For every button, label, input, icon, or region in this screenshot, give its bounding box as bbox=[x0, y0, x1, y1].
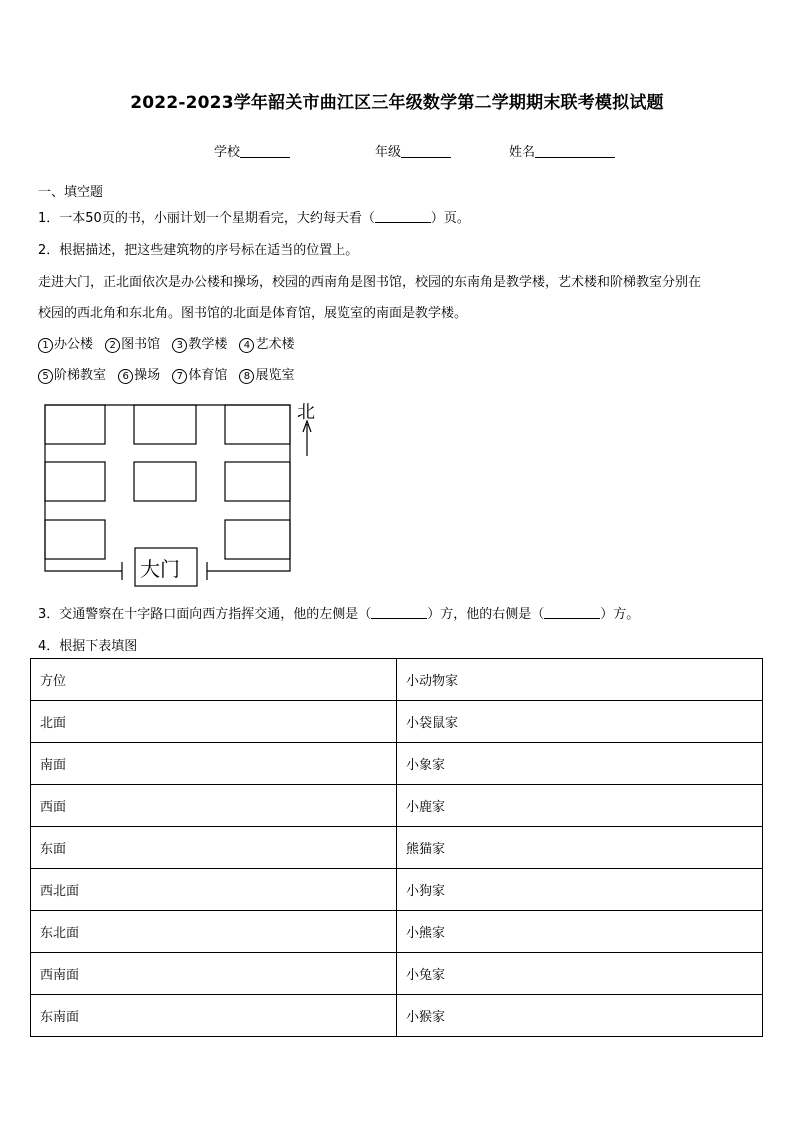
q2-prompt: 2．根据描述，把这些建筑物的序号标在适当的位置上。 bbox=[38, 243, 359, 258]
campus-boundary bbox=[45, 405, 290, 571]
q3-text-1: 3．交通警察在十字路口面向西方指挥交通，他的左侧是（ bbox=[38, 607, 372, 622]
table-row bbox=[31, 995, 763, 1037]
q2-description-line-1: 走进大门，正北面依次是办公楼和操场，校园的西南角是图书馆，校园的东南角是教学楼，艺术楼和阶梯教室分别在 bbox=[38, 275, 702, 290]
table-cell: 西南面 bbox=[31, 953, 397, 995]
name-label: 姓名 bbox=[509, 145, 536, 160]
q1-text-after: ）页。 bbox=[430, 211, 470, 226]
table-cell: 小鹿家 bbox=[397, 785, 763, 827]
table-cell: 小猴家 bbox=[397, 995, 763, 1037]
table-row bbox=[31, 869, 763, 911]
building-slot-w[interactable] bbox=[45, 462, 105, 501]
legend-item: 4 艺术楼 bbox=[239, 333, 294, 353]
table-row bbox=[31, 785, 763, 827]
q1-text-before: 1．一本50页的书，小丽计划一个星期看完，大约每天看（ bbox=[38, 211, 375, 226]
q3-right-blank[interactable] bbox=[544, 606, 600, 619]
table-cell: 西北面 bbox=[31, 869, 397, 911]
table-header-cell: 小动物家 bbox=[397, 659, 763, 701]
building-slot-ne[interactable] bbox=[225, 405, 290, 444]
table-cell: 北面 bbox=[31, 701, 397, 743]
q4-prompt: 4．根据下表填图 bbox=[38, 639, 138, 654]
table-cell: 小象家 bbox=[397, 743, 763, 785]
building-slot-n[interactable] bbox=[134, 405, 196, 444]
table-cell: 东面 bbox=[31, 827, 397, 869]
section-heading: 一、填空题 bbox=[38, 185, 104, 200]
legend-item: 7 体育馆 bbox=[172, 364, 227, 384]
table-cell: 西面 bbox=[31, 785, 397, 827]
table-cell: 东南面 bbox=[31, 995, 397, 1037]
table-row bbox=[31, 827, 763, 869]
building-slot-center[interactable] bbox=[134, 462, 196, 501]
direction-table bbox=[30, 658, 763, 1037]
table-cell: 小兔家 bbox=[397, 953, 763, 995]
table-cell: 熊猫家 bbox=[397, 827, 763, 869]
q2-description-line-2: 校园的西北角和东北角。图书馆的北面是体育馆，展览室的南面是教学楼。 bbox=[38, 306, 468, 321]
legend-item: 2 图书馆 bbox=[105, 333, 160, 353]
grade-label: 年级 bbox=[375, 145, 402, 160]
building-slot-nw[interactable] bbox=[45, 405, 105, 444]
gate-label: 大门 bbox=[140, 557, 180, 581]
table-cell: 东北面 bbox=[31, 911, 397, 953]
legend-item: 1 办公楼 bbox=[38, 333, 93, 353]
q3-text-2: ）方，他的右侧是（ bbox=[427, 607, 545, 622]
question-3 bbox=[38, 603, 639, 622]
table-header-row bbox=[31, 659, 763, 701]
table-row bbox=[31, 911, 763, 953]
building-slot-se[interactable] bbox=[225, 520, 290, 559]
table-cell: 南面 bbox=[31, 743, 397, 785]
legend-item: 6 操场 bbox=[118, 364, 160, 384]
north-label: 北 bbox=[297, 402, 315, 423]
legend-item: 8 展览室 bbox=[239, 364, 294, 384]
legend-item: 3 教学楼 bbox=[172, 333, 227, 353]
q3-left-blank[interactable] bbox=[371, 606, 427, 619]
building-slot-sw[interactable] bbox=[45, 520, 105, 559]
table-cell: 小袋鼠家 bbox=[397, 701, 763, 743]
table-row bbox=[31, 743, 763, 785]
building-slot-e[interactable] bbox=[225, 462, 290, 501]
school-label: 学校 bbox=[214, 145, 241, 160]
table-cell: 小熊家 bbox=[397, 911, 763, 953]
legend-item: 5 阶梯教室 bbox=[38, 364, 106, 384]
q3-text-3: ）方。 bbox=[600, 607, 640, 622]
table-row bbox=[31, 701, 763, 743]
table-row bbox=[31, 953, 763, 995]
table-cell: 小狗家 bbox=[397, 869, 763, 911]
table-header-cell: 方位 bbox=[31, 659, 397, 701]
page-title: 2022-2023学年韶关市曲江区三年级数学第二学期期末联考模拟试题 bbox=[130, 93, 664, 113]
